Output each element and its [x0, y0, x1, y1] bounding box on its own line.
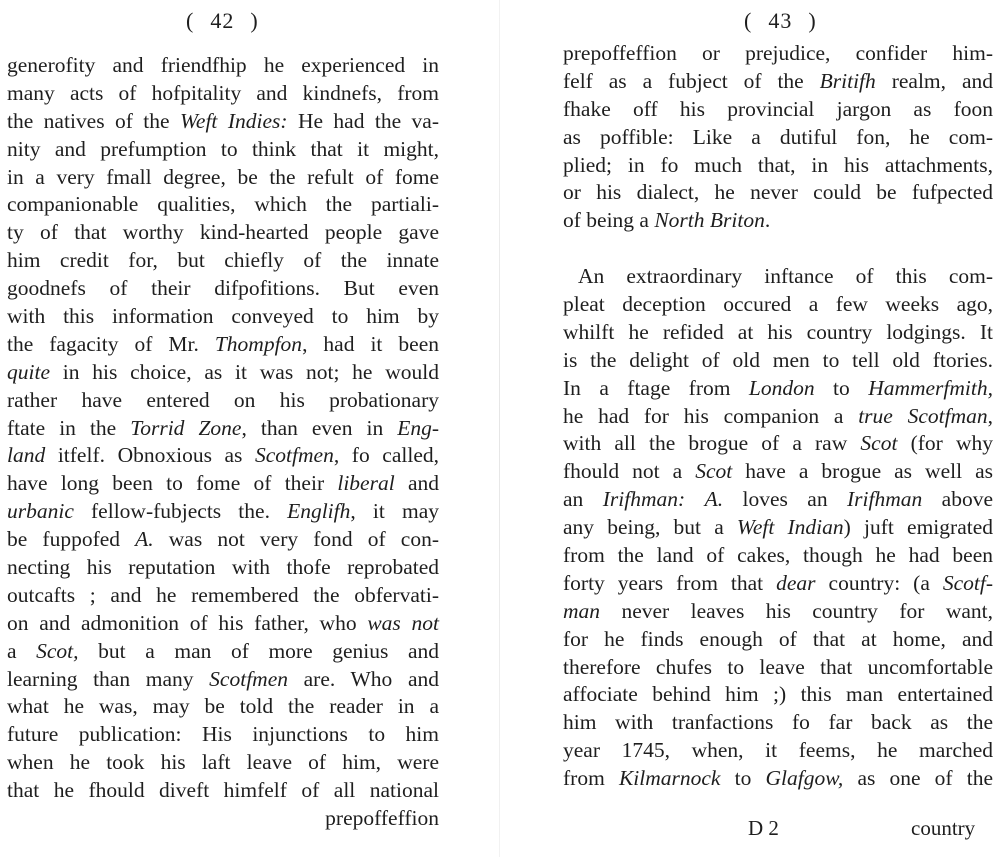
text-line [563, 570, 993, 598]
text-span: loves an [723, 487, 847, 512]
text-line [563, 430, 993, 458]
italic-text: Weft Indies: [179, 108, 288, 133]
italic-text: land [7, 443, 46, 468]
text-span: felf as a fubject of the [563, 68, 820, 93]
text-span: In a ftage from [563, 375, 749, 400]
text-line [563, 765, 993, 793]
text-span: He had the va- [287, 108, 439, 133]
italic-text: North Briton [654, 208, 765, 233]
text-span: plied; in fo much that, in his attachments, [563, 152, 993, 177]
text-span: have a brogue as well as [732, 459, 993, 484]
italic-text: Scotfmen [255, 443, 334, 468]
text-line [7, 526, 439, 554]
text-span: forty years from that [563, 570, 777, 595]
text-line [7, 303, 439, 331]
text-span: fellow-fubjects the. [73, 499, 288, 524]
text-span: year 1745, when, it feems, he marched [563, 738, 993, 763]
text-span: to [720, 766, 766, 791]
text-line [7, 387, 439, 415]
text-span: was not very fond of con- [153, 527, 439, 552]
text-line [7, 805, 439, 833]
text-line [7, 470, 439, 498]
text-span: ty of that worthy kind-hearted people gave [7, 220, 439, 245]
text-line [563, 291, 993, 319]
page-number-right: ( 43 ) [744, 8, 817, 33]
text-line [563, 152, 993, 180]
italic-text: Scot [860, 431, 898, 456]
text-span: fhould not a [563, 459, 696, 484]
text-span: to [814, 375, 869, 400]
text-span: necting his reputation with thofe reprobated [7, 555, 439, 580]
text-line [7, 582, 439, 610]
text-line [7, 666, 439, 694]
text-span: for he finds enough of that at home, and [563, 626, 993, 651]
text-line [7, 108, 439, 136]
text-line [7, 415, 439, 443]
text-line [7, 247, 439, 275]
text-span: nity and prefumption to think that it might, [7, 136, 439, 161]
text-line [563, 319, 993, 347]
text-line [7, 498, 439, 526]
text-line [7, 359, 439, 387]
text-span: what he was, may be told the reader in a [7, 694, 439, 719]
italic-text: Britifh [819, 68, 876, 93]
text-line [7, 80, 439, 108]
italic-text: Glafgow, [765, 766, 844, 791]
italic-text: true Scotfman [858, 403, 988, 428]
text-span: (for why [897, 431, 993, 456]
text-line [563, 681, 993, 709]
text-line [7, 638, 439, 666]
text-span: in his choice, as it was not; he would [50, 359, 439, 384]
text-line [563, 654, 993, 682]
text-line [563, 263, 993, 291]
text-span: and [394, 471, 439, 496]
page-number-right-value: 43 [768, 8, 793, 33]
italic-text: Scot, [36, 638, 79, 663]
text-line [7, 275, 439, 303]
text-span: , than even in [241, 415, 398, 440]
text-line [563, 598, 993, 626]
text-line [563, 514, 993, 542]
page-number-left-value: 42 [210, 8, 235, 33]
text-span: but a man of more genius and [78, 638, 439, 663]
text-line [563, 486, 993, 514]
italic-text: Thompfon [214, 331, 303, 356]
signature-mark: D 2 [748, 816, 779, 840]
text-span: generofity and friendfhip he experienced in [7, 53, 439, 77]
text-span: when he took his laft leave of him, were [7, 750, 439, 775]
text-span: as one of the [843, 766, 993, 791]
text-span: as poffible: Like a dutiful fon, he com- [563, 124, 993, 149]
italic-text: Eng- [397, 415, 440, 440]
text-span: An extraordinary inftance of this com- [578, 264, 993, 289]
text-line [563, 124, 993, 152]
text-span: companionable qualities, which the partiali- [7, 192, 439, 217]
text-span: many acts of hofpitality and kindnefs, from [7, 80, 439, 105]
text-line [7, 52, 439, 80]
text-line [563, 737, 993, 765]
text-line [7, 693, 439, 721]
text-span: therefore chufes to leave that uncomfortable [563, 654, 993, 679]
text-span: , fo called, [333, 443, 439, 468]
text-span: or his dialect, he never could be fufpected [563, 180, 993, 205]
text-span: pleat deception occured a few weeks ago, [563, 292, 993, 317]
italic-text: quite [7, 359, 50, 384]
text-line [563, 68, 993, 96]
text-span: prepoffeffion or prejudice, confider him- [563, 41, 993, 65]
text-span: him credit for, but chiefly of the innate [7, 248, 439, 273]
left-page-text [7, 52, 439, 833]
italic-text: Scotf- [942, 570, 994, 595]
text-span: with this information conveyed to him by [7, 304, 439, 329]
text-span: , it may [350, 499, 439, 524]
italic-text: London [748, 375, 815, 400]
text-span: never leaves his country for want, [600, 598, 993, 623]
text-span: the fagacity of Mr. [7, 331, 215, 356]
italic-text: was not [367, 610, 439, 635]
text-span: are. Who and [287, 666, 439, 691]
text-span [685, 487, 704, 511]
italic-text: Torrid Zone [130, 415, 242, 440]
italic-text: Scotfmen [209, 666, 288, 691]
text-line [563, 179, 993, 207]
italic-text: A. [704, 487, 724, 512]
text-span: outcafts ; and he remembered the obfervati- [7, 582, 439, 607]
text-span: whilft he refided at his country lodgings. It [563, 319, 993, 344]
text-span: fhake off his provincial jargon as foon [563, 96, 993, 121]
text-span: rather have entered on his probationary [7, 387, 439, 412]
text-line [563, 626, 993, 654]
italic-text: A. [135, 527, 154, 552]
text-span: , [987, 403, 993, 428]
italic-text: Weft Indian [736, 515, 844, 540]
text-line [563, 235, 993, 263]
text-line [7, 442, 439, 470]
text-line [7, 721, 439, 749]
italic-text: dear [776, 570, 816, 595]
text-span: an [563, 487, 603, 512]
text-span: . [764, 208, 771, 233]
italic-text: Scot [695, 459, 733, 484]
text-span: affociate behind him ;) this man entertained [563, 682, 993, 707]
text-span: any being, but a [563, 515, 737, 540]
text-line [7, 136, 439, 164]
catchword: country [911, 816, 976, 840]
text-line [7, 777, 439, 805]
text-span: prepoffeffion [325, 806, 439, 831]
italic-text: Englifh [287, 499, 351, 524]
text-line [563, 709, 993, 737]
text-span: from the land of cakes, though he had been [563, 543, 993, 568]
right-page-text [563, 40, 993, 793]
text-span: a [7, 638, 37, 663]
text-line [563, 403, 993, 431]
text-span: he had for his companion a [563, 403, 859, 428]
italic-text: Irifhman: [602, 487, 686, 512]
text-span: the natives of the [7, 108, 180, 133]
text-span: ) juft emigrated [843, 515, 994, 540]
italic-text: man [563, 598, 601, 623]
text-line [7, 219, 439, 247]
text-span: on and admonition of his father, who [7, 610, 368, 635]
page-number-left: ( 42 ) [186, 8, 259, 33]
italic-text: Kilmarnock [618, 766, 721, 791]
text-line [7, 749, 439, 777]
text-span: itfelf. Obnoxious as [45, 443, 256, 468]
text-span: ftate in the [7, 415, 131, 440]
text-span: goodnefs of their difpofitions. But even [7, 276, 439, 301]
text-line [7, 331, 439, 359]
text-span: learning than many [7, 666, 210, 691]
text-line [563, 40, 993, 68]
italic-text: liberal [337, 471, 395, 496]
text-line [563, 375, 993, 403]
text-span: from [563, 766, 619, 791]
text-line [7, 164, 439, 192]
italic-text: Hammerfmith, [868, 375, 993, 400]
right-page [500, 0, 1000, 857]
italic-text: Irifhman [847, 487, 923, 512]
text-span: above [922, 487, 993, 512]
text-span: in a very fmall degree, be the refult of fome [7, 164, 439, 189]
text-span: is the delight of old men to tell old ftories. [563, 347, 993, 372]
text-line [563, 207, 993, 235]
text-span: have long been to fome of their [7, 471, 338, 496]
text-line [7, 554, 439, 582]
text-span: future publication: His injunctions to him [7, 722, 439, 747]
text-line [7, 191, 439, 219]
italic-text: urbanic [7, 499, 74, 524]
text-span: him with tranfactions fo far back as the [563, 710, 993, 735]
text-line [563, 96, 993, 124]
text-span: with all the brogue of a raw [563, 431, 861, 456]
text-span: that he fhould diveft himfelf of all national [7, 778, 439, 803]
text-span: be fuppofed [7, 527, 136, 552]
text-span: of being a [563, 208, 655, 233]
text-line [563, 347, 993, 375]
text-line [563, 458, 993, 486]
text-span: realm, and [875, 68, 993, 93]
text-line [7, 610, 439, 638]
text-span: , had it been [302, 331, 439, 356]
text-line [563, 542, 993, 570]
text-span: country: (a [815, 570, 943, 595]
